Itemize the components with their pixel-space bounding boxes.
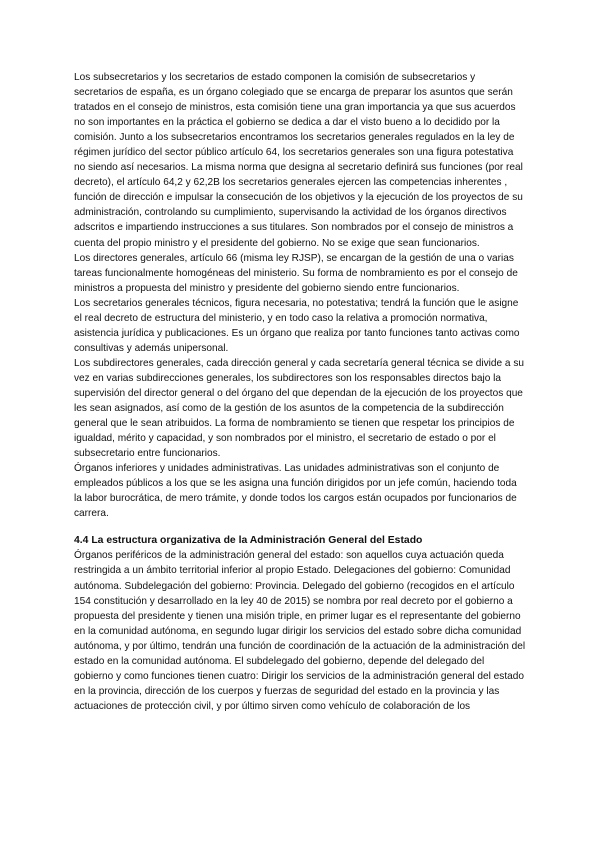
paragraph-secretarios-generales-tecnicos: Los secretarios generales técnicos, figura necesaria, no potestativa; tendrá la función que le asigne el real decreto de estructura del ministerio, y en todo caso la relativa a promoción normativa, asistencia jurídica y publicaciones. Es un órgano que realiza por tanto funciones tanto activas como consultivas y además unipersonal. [74, 297, 520, 354]
paragraph-subdirectores-generales: Los subdirectores generales, cada dirección general y cada secretaría general técnica se divide a su vez en varias subdirecciones generales, los subdirectores son los responsables directos bajo la supervisión del director general o del órgano del que dependan de la ejecución de los proyectos que les sean asignados, así como de la gestión de los asuntos de la competencia de la subdirección general que le sean atribuidos. La forma de nombramiento se tienen que respetar los principios de igualdad, mérito y capacidad, y son nombrados por el ministro, el secretario de estado o por el subsecretario entre funcionarios. [74, 357, 524, 460]
paragraph-organos-perifericos: Órganos periféricos de la administración general del estado: son aquellos cuya actuación queda restringida a un ámbito territorial inferior al propio Estado. Delegaciones del gobierno: Comunidad autónoma. Subdelegación del gobierno: Provincia. Delegado del gobierno (recogidos en el artículo 154 constitución y desarrollado en la ley 40 de 2015) se nombra por real decreto por el gobierno a propuesta del presidente y tienen una misión triple, en primer lugar es el representante del gobierno en la comunidad autónoma, en segundo lugar dirigir los servicios del estado sobre dicha comunidad autónoma, y por último, tendrán una función de coordinación de la actuación de la administración del estado en la comunidad autónoma. El subdelegado del gobierno, depende del delegado del gobierno y como funciones tienen cuatro: Dirigir los servicios de la administración general del estado en la provincia, dirección de los cuerpos y fuerzas de seguridad del estado en la provincia y las actuaciones de protección civil, y por último sirven como vehículo de colaboración de los [74, 550, 526, 712]
document-body [74, 70, 526, 714]
paragraph-directores-generales: Los directores generales, artículo 66 (misma ley RJSP), se encargan de la gestión de una o varias tareas funcionalmente homogéneas del ministerio. Su forma de nombramiento es por el consejo de ministros a propuesta del ministro y presidente del gobierno siendo entre funcionarios. [74, 252, 518, 294]
paragraph-organos-inferiores: Órganos inferiores y unidades administrativas. Las unidades administrativas son el conjunto de empleados públicos a los que se les asigna una función dirigidos por un jefe común, haciendo toda la labor burocrática, de mero trámite, y donde todos los cargos están ocupados por funcionarios de carrera. [74, 463, 517, 520]
section-heading: 4.4 La estructura organizativa de la Administración General del Estado [74, 535, 423, 547]
paragraph-subsecretarios: Los subsecretarios y los secretarios de estado componen la comisión de subsecretarios y secretarios de españa, es un órgano colegiado que se encarga de preparar los asuntos que serán tratados en el consejo de ministros, esta comisión tiene una gran importancia ya que sus acuerdos no son importantes en la práctica el gobierno se dedica a dar el visto bueno a lo decidido por la comisión. Junto a los subsecretarios encontramos los secretarios generales regulados en la ley de régimen jurídico del sector público artículo 64, los secretarios generales son una figura potestativa no siendo así necesarios. La misma norma que designa al secretario definirá sus funciones (por real decreto), el artículo 64,2 y 62,2B los secretarios generales ejercen las competencias inherentes , función de dirección e impulsar la consecución de los objetivos y la ejecución de los proyectos de su administración, controlando su cumplimiento, supervisando la actividad de los órganos directivos adscritos e impartiendo instrucciones a sus titulares. Son nombrados por el consejo de ministros a cuenta del propio ministro y el presidente del gobierno. No se exige que sean funcionarios. [74, 72, 523, 249]
